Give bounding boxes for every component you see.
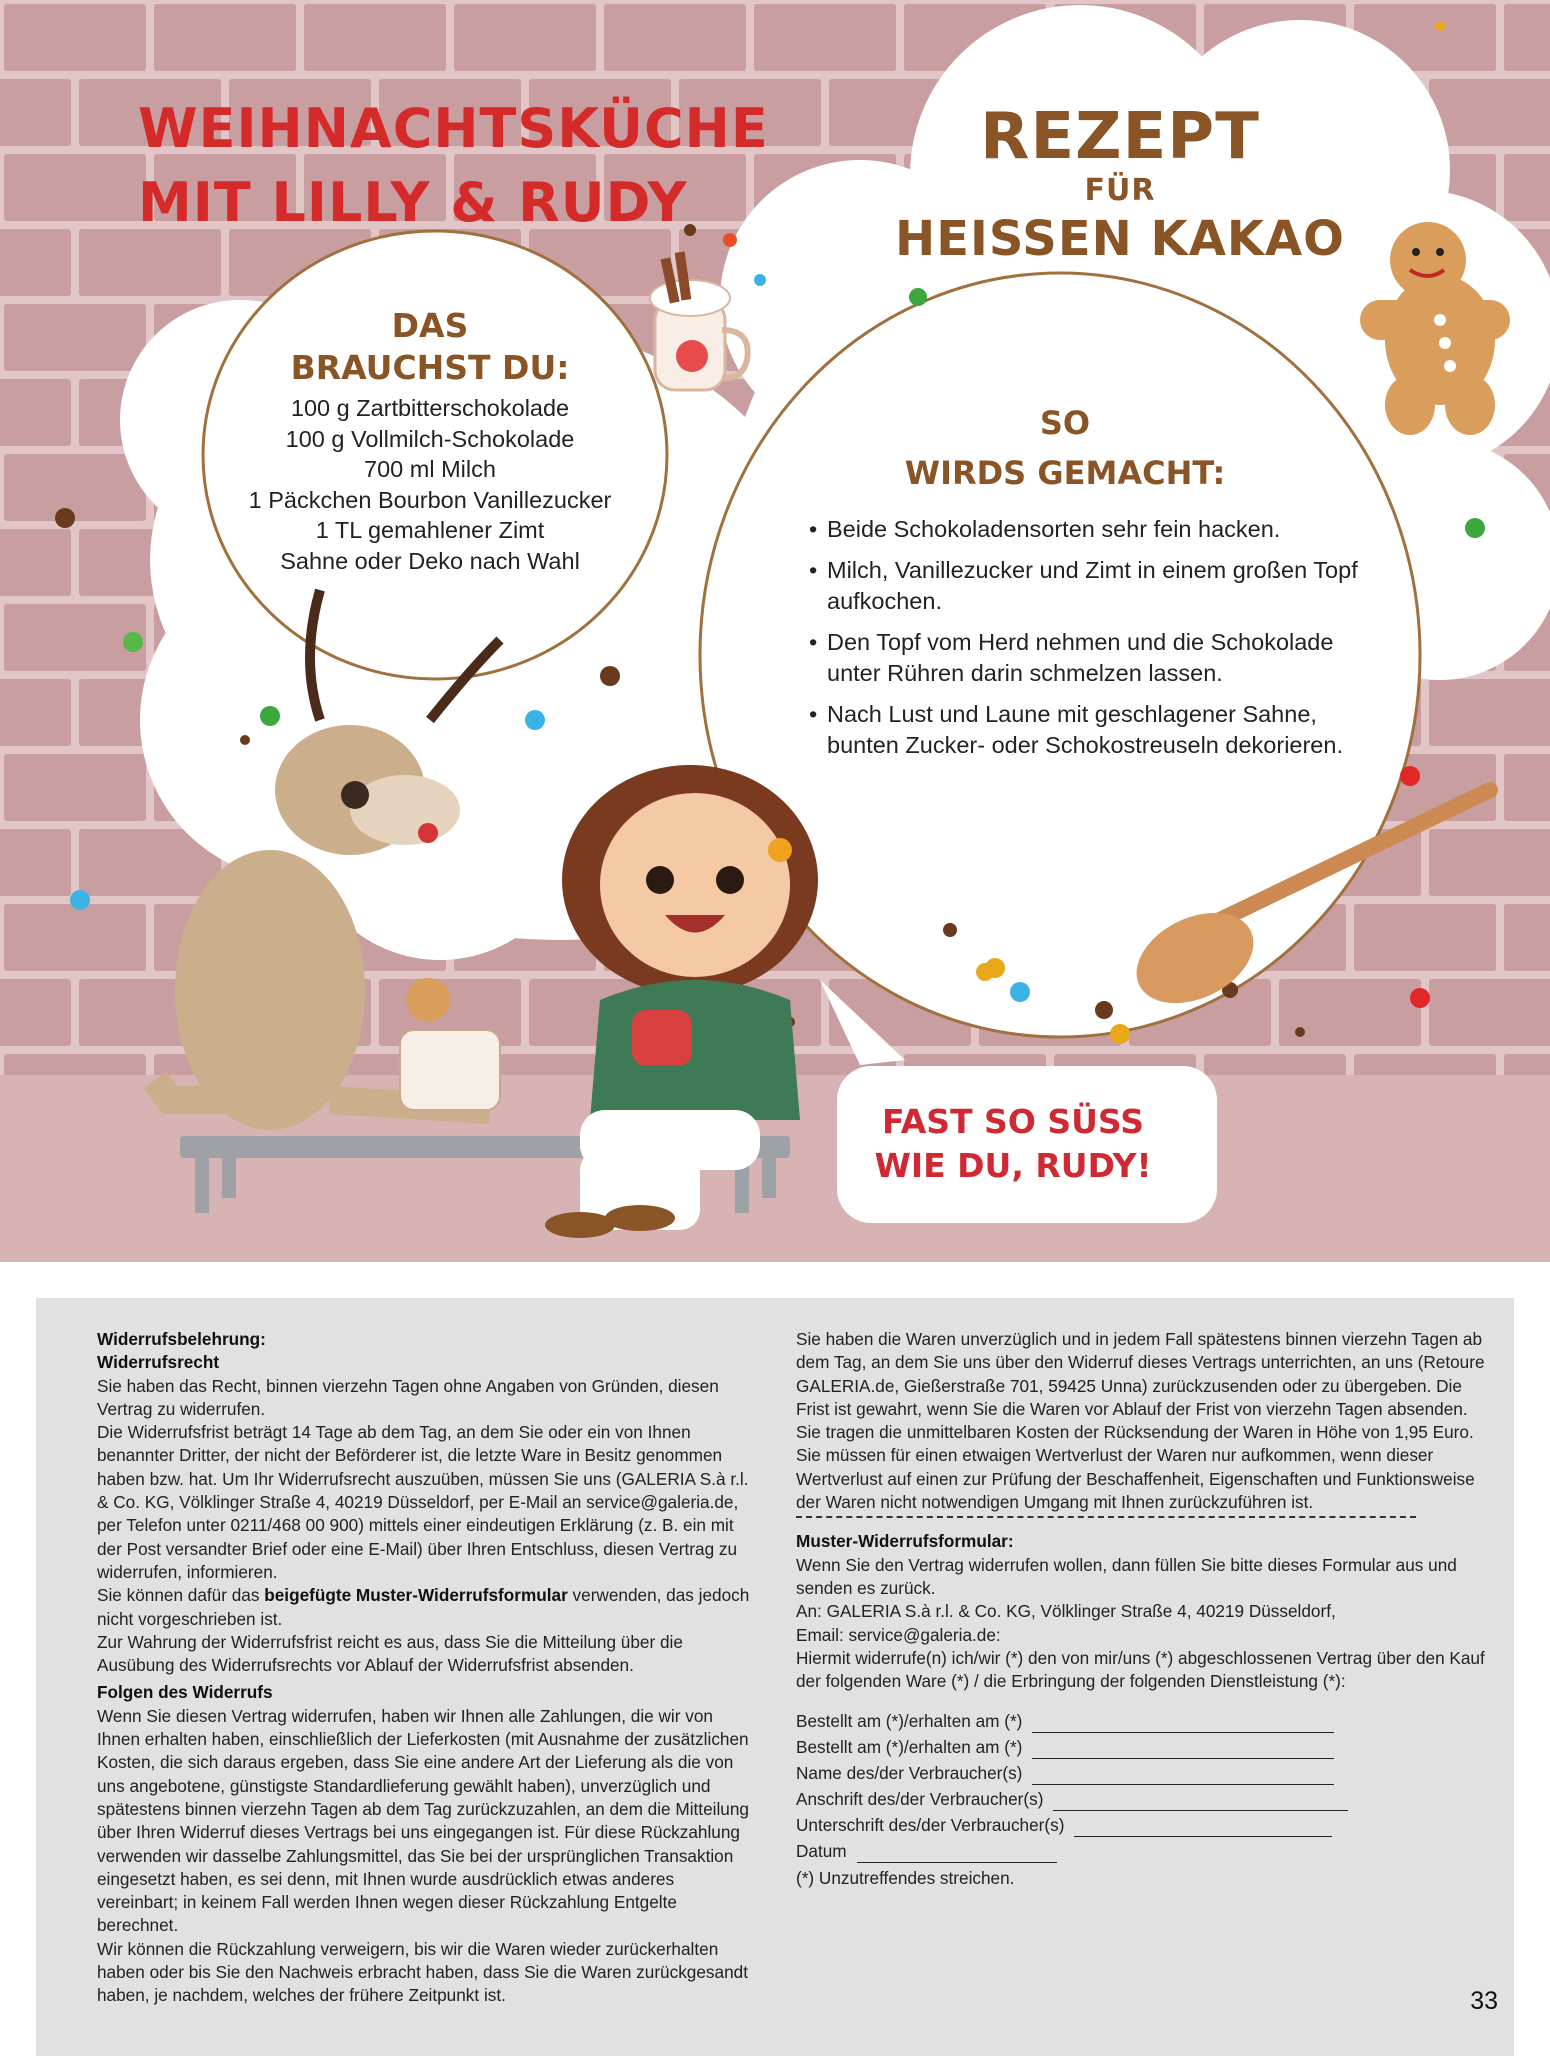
form-intro: Wenn Sie den Vertrag widerrufen wollen, dann füllen Sie bitte dieses Formular aus und senden es zurück.: [796, 1554, 1457, 1598]
policy-text: Sie können dafür das: [97, 1585, 260, 1606]
form-footnote: (*) Unzutreffendes streichen.: [796, 1868, 1015, 1889]
ingredient-item: 100 g Zartbitterschokolade: [290, 395, 570, 421]
ingredient-item: 700 ml Milch: [364, 456, 496, 482]
main-title-line-2: MIT LILLY & RUDY: [138, 171, 688, 234]
ingredient-item: Sahne oder Deko nach Wahl: [280, 547, 580, 574]
steps-section: [805, 398, 1365, 771]
policy-paragraph: Wir können die Rückzahlung verweigern, bis wir die Waren wieder zurückerhalten haben oder bis Sie den Nachweis erbracht haben, dass Sie die Waren zurückgesandt haben, je nachdem, welches der frühere Zeitpunkt ist.: [97, 1938, 748, 2006]
consequences-heading: Folgen des Widerrufs: [97, 1682, 273, 1703]
ingredients-heading: [215, 305, 645, 389]
field-label: Unterschrift des/der Verbraucher(s): [796, 1815, 1065, 1836]
policy-paragraph: Sie haben das Recht, binnen vierzehn Tagen ohne Angaben von Gründen, diesen Vertrag zu widerrufen.: [97, 1375, 719, 1419]
form-reference: beigefügte Muster-Widerrufsformular: [264, 1585, 568, 1606]
form-email: Email: service@galeria.de:: [796, 1624, 1001, 1645]
speech-bubble-text: [838, 1100, 1188, 1188]
form-field-date[interactable]: [796, 1837, 1486, 1863]
policy-subheading: Widerrufsrecht: [97, 1352, 220, 1373]
field-label: Bestellt am (*)/erhalten am (*): [796, 1711, 1023, 1732]
steps-heading: [805, 398, 1325, 498]
field-line[interactable]: [1032, 1742, 1334, 1759]
field-line[interactable]: [857, 1846, 1057, 1863]
policy-heading: Widerrufsbelehrung:: [97, 1329, 266, 1349]
form-field-order-date[interactable]: [796, 1707, 1486, 1733]
field-line[interactable]: [1053, 1794, 1348, 1811]
form-field-name[interactable]: [796, 1759, 1486, 1785]
ingredients-list: [215, 393, 645, 576]
recipe-title: [880, 100, 1360, 270]
ingredients-heading-line-2: BRAUCHST DU:: [290, 348, 570, 387]
cut-line-divider: [796, 1516, 1416, 1518]
policy-paragraph: Sie müssen für einen etwaigen Wertverlust der Waren nur aufkommen, wenn dieser Wertverlust auf einen zur Prüfung der Beschaffenheit, Eigenschaften und Funktionsweise der Waren nicht notwendigen Umgang mit Ihnen zurückzuführen ist.: [796, 1445, 1475, 1513]
steps-heading-line-1: SO: [1039, 404, 1091, 442]
form-address: An: GALERIA S.à r.l. & Co. KG, Völklinger Straße 4, 40219 Düsseldorf,: [796, 1601, 1336, 1622]
ingredient-item: 100 g Vollmilch-Schokolade: [285, 425, 575, 452]
field-label: Bestellt am (*)/erhalten am (*): [796, 1737, 1023, 1758]
field-line[interactable]: [1074, 1820, 1332, 1837]
main-title-line-1: WEIHNACHTSKÜCHE: [138, 97, 769, 160]
form-field-order-date[interactable]: [796, 1733, 1486, 1759]
form-field-address[interactable]: [796, 1785, 1486, 1811]
policy-paragraph: Sie haben die Waren unverzüglich und in jedem Fall spätestens binnen vierzehn Tagen ab dem Tag, an dem Sie uns über den Widerruf dieses Vertrags unterrichten, an uns (Retoure GALERIA.de, Gießerstraße 701, 59425 Unna) zurückzusenden oder zu übergeben. Die Frist ist gewahrt, wenn Sie die Waren vor Ablauf der Frist von vierzehn Tagen absenden.: [796, 1329, 1485, 1419]
ingredient-item: 1 TL gemahlener Zimt: [315, 517, 545, 543]
policy-paragraph: Die Widerrufsfrist beträgt 14 Tage ab dem Tag, an dem Sie oder ein von Ihnen benannter Dritter, der nicht der Beförderer ist, die letzte Ware in Besitz genommen haben bzw. hat. Um Ihr Widerrufsrecht auszuüben, müssen Sie uns (GALERIA S.à r.l. & Co. KG, Völklinger Straße 4, 40219 Düsseldorf, per E-Mail an service@galeria.de, per Telefon unter 0211/468 00 900) mittels einer eindeutigen Erklärung (z. B. ein mit der Post versandter Brief oder eine E-Mail) über Ihren Entschluss, diesen Vertrag zu widerrufen, informieren.: [97, 1422, 749, 1582]
recipe-title-line-2: FÜR: [1084, 173, 1156, 208]
field-label: Datum: [796, 1841, 847, 1862]
field-line[interactable]: [1032, 1768, 1334, 1785]
main-title: [138, 92, 769, 240]
form-text: Hiermit widerrufe(n) ich/wir (*) den von mir/uns (*) abgeschlossenen Vertrag über den Kauf der folgenden Ware (*) / die Erbringung der folgenden Dienstleistung (*):: [796, 1647, 1485, 1692]
step-item: • Beide Schokoladensorten sehr fein hacken.: [805, 514, 1365, 545]
policy-paragraph: [97, 1584, 757, 1631]
steps-heading-line-2: WIRDS GEMACHT:: [904, 454, 1226, 492]
ingredients-section: [215, 305, 645, 576]
field-label: Anschrift des/der Verbraucher(s): [796, 1789, 1044, 1810]
form-heading: Muster-Widerrufsformular:: [796, 1531, 1014, 1552]
speech-line-2: WIE DU, RUDY!: [874, 1146, 1152, 1185]
step-item: • Den Topf vom Herd nehmen und die Schokolade unter Rühren darin schmelzen lassen.: [805, 627, 1365, 689]
field-label: Name des/der Verbraucher(s): [796, 1763, 1023, 1784]
step-item: • Nach Lust und Laune mit geschlagener Sahne, bunten Zucker- oder Schokostreuseln dekorieren.: [805, 699, 1365, 761]
recipe-title-line-3: HEISSEN KAKAO: [895, 211, 1345, 267]
policy-paragraph: Sie tragen die unmittelbaren Kosten der Rücksendung der Waren in Höhe von 1,95 Euro.: [796, 1422, 1474, 1443]
policy-paragraph: Zur Wahrung der Widerrufsfrist reicht es aus, dass Sie die Mitteilung über die Ausübung des Widerrufsrechts vor Ablauf der Widerrufsfrist absenden.: [97, 1631, 683, 1676]
field-line[interactable]: [1032, 1716, 1334, 1733]
ingredients-heading-line-1: DAS: [391, 306, 469, 345]
form-field-signature[interactable]: [796, 1811, 1486, 1837]
speech-line-1: FAST SO SÜSS: [882, 1102, 1144, 1141]
ingredient-item: 1 Päckchen Bourbon Vanillezucker: [248, 486, 612, 513]
recipe-title-line-1: REZEPT: [980, 100, 1260, 174]
steps-list: [805, 514, 1365, 761]
policy-text: verwenden, das jedoch nicht vorgeschrieben ist.: [97, 1585, 750, 1629]
page-number: 33: [1470, 1987, 1498, 2015]
withdrawal-policy-column: [97, 1328, 757, 2008]
step-item: • Milch, Vanillezucker und Zimt in einem großen Topf aufkochen.: [805, 555, 1365, 617]
policy-paragraph: Wenn Sie diesen Vertrag widerrufen, haben wir Ihnen alle Zahlungen, die wir von Ihnen erhalten haben, einschließlich der Lieferkosten (mit Ausnahme der zusätzlichen Kosten, die sich daraus ergeben, dass Sie eine andere Art der Lieferung als die von uns angebotene, günstigste Standardlieferung gewählt haben), unverzüglich und spätestens binnen vierzehn Tagen ab dem Tag zurückzuzahlen, an dem die Mitteilung über Ihren Widerruf dieses Vertrags bei uns eingegangen ist. Für diese Rückzahlung verwenden wir dasselbe Zahlungsmittel, das Sie bei der ursprünglichen Transaktion eingesetzt haben, es sei denn, mit Ihnen wurde ausdrücklich etwas anderes vereinbart; in keinem Fall werden Ihnen wegen dieser Rückzahlung Entgelte berechnet.: [97, 1705, 749, 1936]
withdrawal-form-column: [796, 1328, 1486, 1891]
legal-info-panel: [36, 1298, 1514, 2056]
